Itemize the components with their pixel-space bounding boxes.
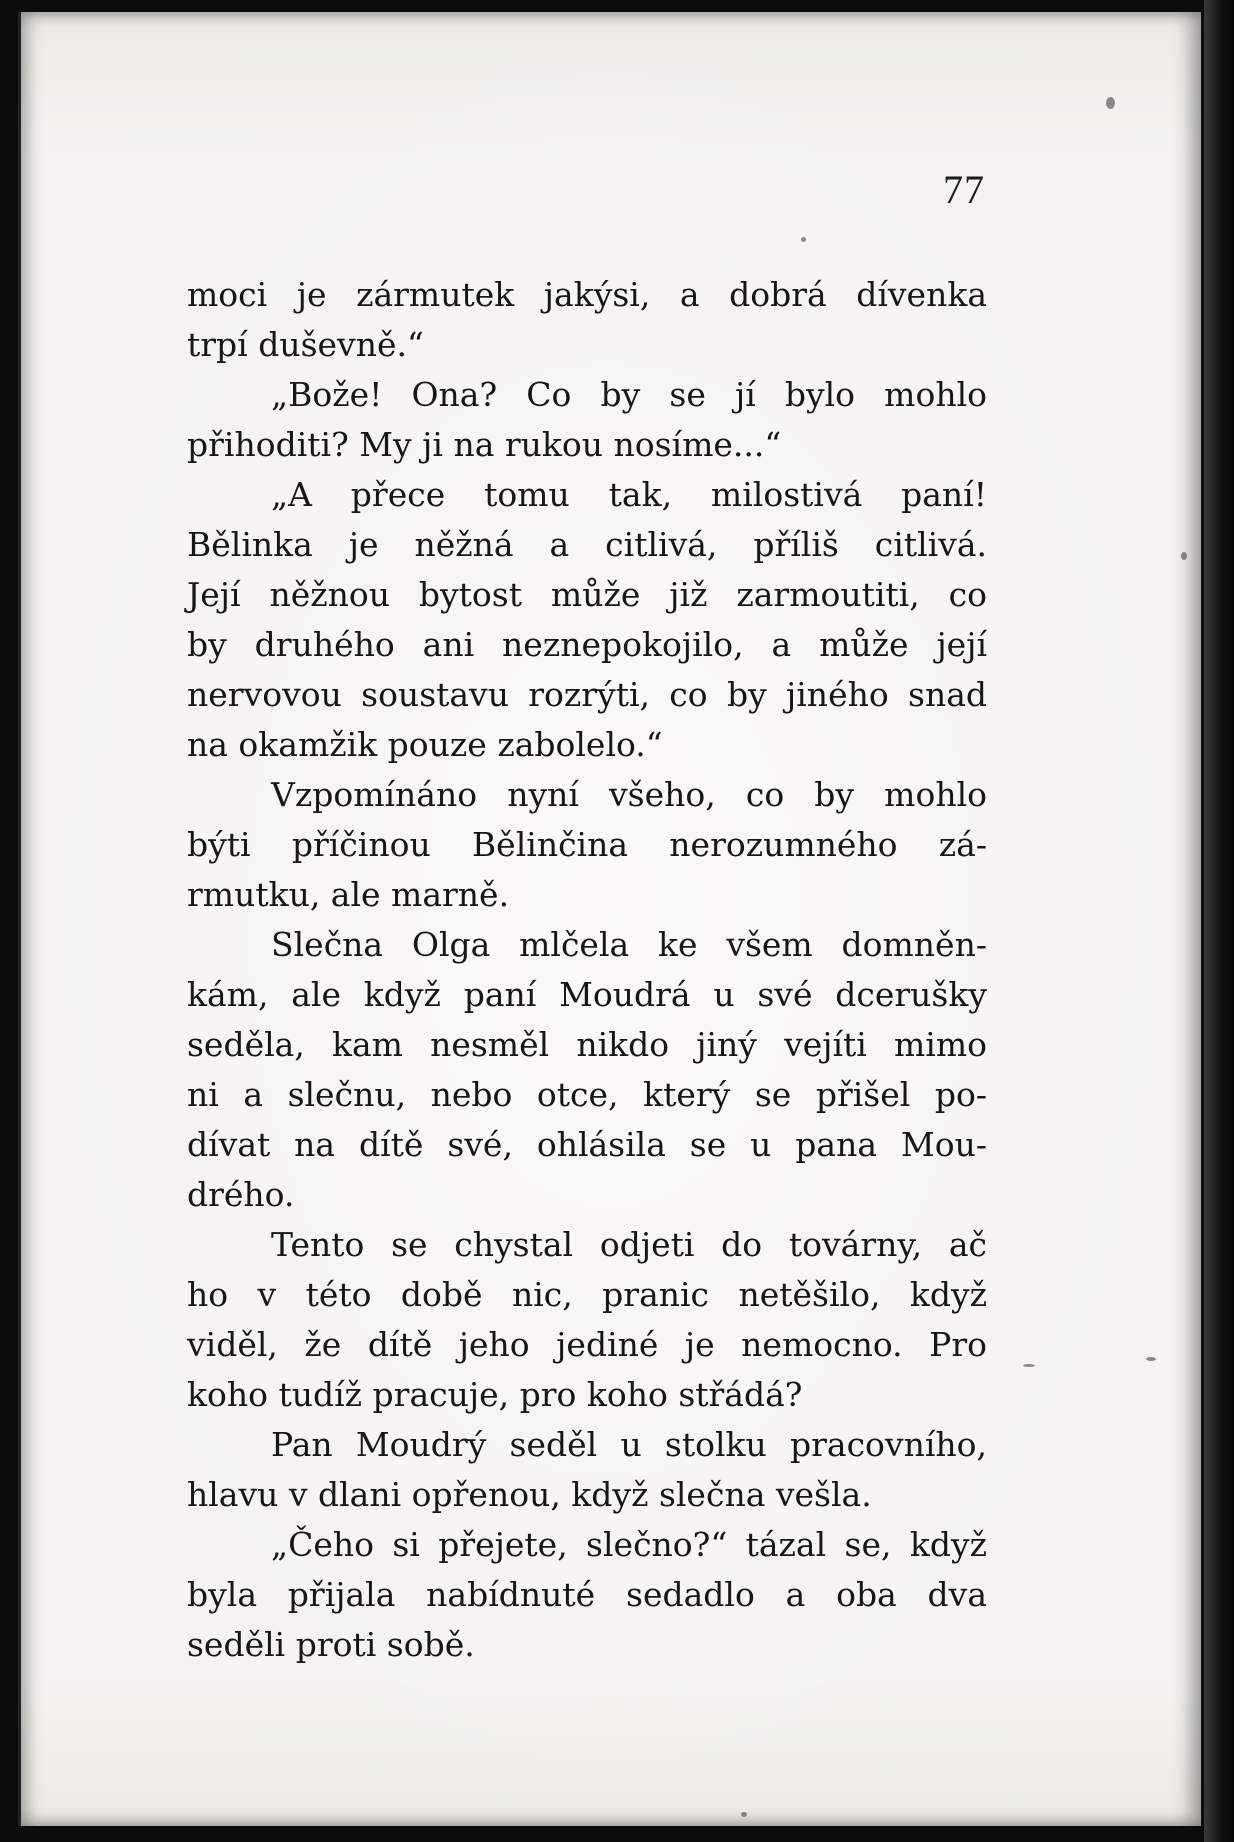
text-line: seděla, kam nesměl nikdo jiný vejíti mimo (187, 1025, 987, 1064)
text-line: dívat na dítě své, ohlásila se u pana Mou- (187, 1125, 987, 1164)
paper-speck (1181, 552, 1187, 560)
text-line: moci je zármutek jakýsi, a dobrá dívenka (187, 275, 987, 314)
book-page (18, 12, 1201, 1826)
scan-edge-shadow (1204, 0, 1234, 1842)
text-line: ho v této době nic, pranic netěšilo, když (187, 1275, 987, 1314)
text-line: byla přijala nabídnuté sedadlo a oba dva (187, 1575, 987, 1614)
paper-speck (741, 1812, 747, 1817)
text-line: Vzpomínáno nyní všeho, co by mohlo (271, 775, 987, 814)
text-line: Pan Moudrý seděl u stolku pracovního, (271, 1425, 987, 1464)
page-number: 77 (943, 167, 985, 212)
text-line: kám, ale když paní Moudrá u své dcerušky (187, 975, 987, 1014)
text-line: nervovou soustavu rozrýti, co by jiného snad (187, 675, 987, 714)
text-line: viděl, že dítě jeho jediné je nemocno. Pro (187, 1325, 987, 1364)
text-line: „Bože! Ona? Co by se jí bylo mohlo (271, 375, 987, 414)
text-line: „A přece tomu tak, milostivá paní! (271, 475, 987, 514)
paper-speck (801, 237, 806, 242)
text-line: trpí duševně.“ (187, 325, 424, 364)
text-line: Slečna Olga mlčela ke všem domněn- (271, 925, 987, 964)
paper-speck (1023, 1364, 1035, 1367)
body-text (187, 270, 987, 1670)
text-line: přihoditi? My ji na rukou nosíme...“ (187, 425, 782, 464)
text-line: Bělinka je něžná a citlivá, příliš citlivá. (187, 525, 987, 564)
text-line: býti příčinou Bělinčina nerozumného zá- (187, 825, 987, 864)
text-line: „Čeho si přejete, slečno?“ tázal se, když (271, 1525, 987, 1564)
text-line: ni a slečnu, nebo otce, který se přišel po- (187, 1075, 987, 1114)
text-line: drého. (187, 1175, 295, 1214)
text-line: by druhého ani neznepokojilo, a může její (187, 625, 987, 664)
text-line: seděli proti sobě. (187, 1625, 475, 1664)
text-line: hlavu v dlani opřenou, když slečna vešla. (187, 1475, 872, 1514)
text-line: na okamžik pouze zabolelo.“ (187, 725, 663, 764)
paper-speck (1106, 97, 1115, 109)
text-line: Její něžnou bytost může již zarmoutiti, co (187, 575, 987, 614)
text-line: Tento se chystal odjeti do továrny, ač (271, 1225, 987, 1264)
text-line: koho tudíž pracuje, pro koho střádá? (187, 1375, 803, 1414)
paper-speck (1146, 1357, 1156, 1361)
text-line: rmutku, ale marně. (187, 875, 510, 914)
